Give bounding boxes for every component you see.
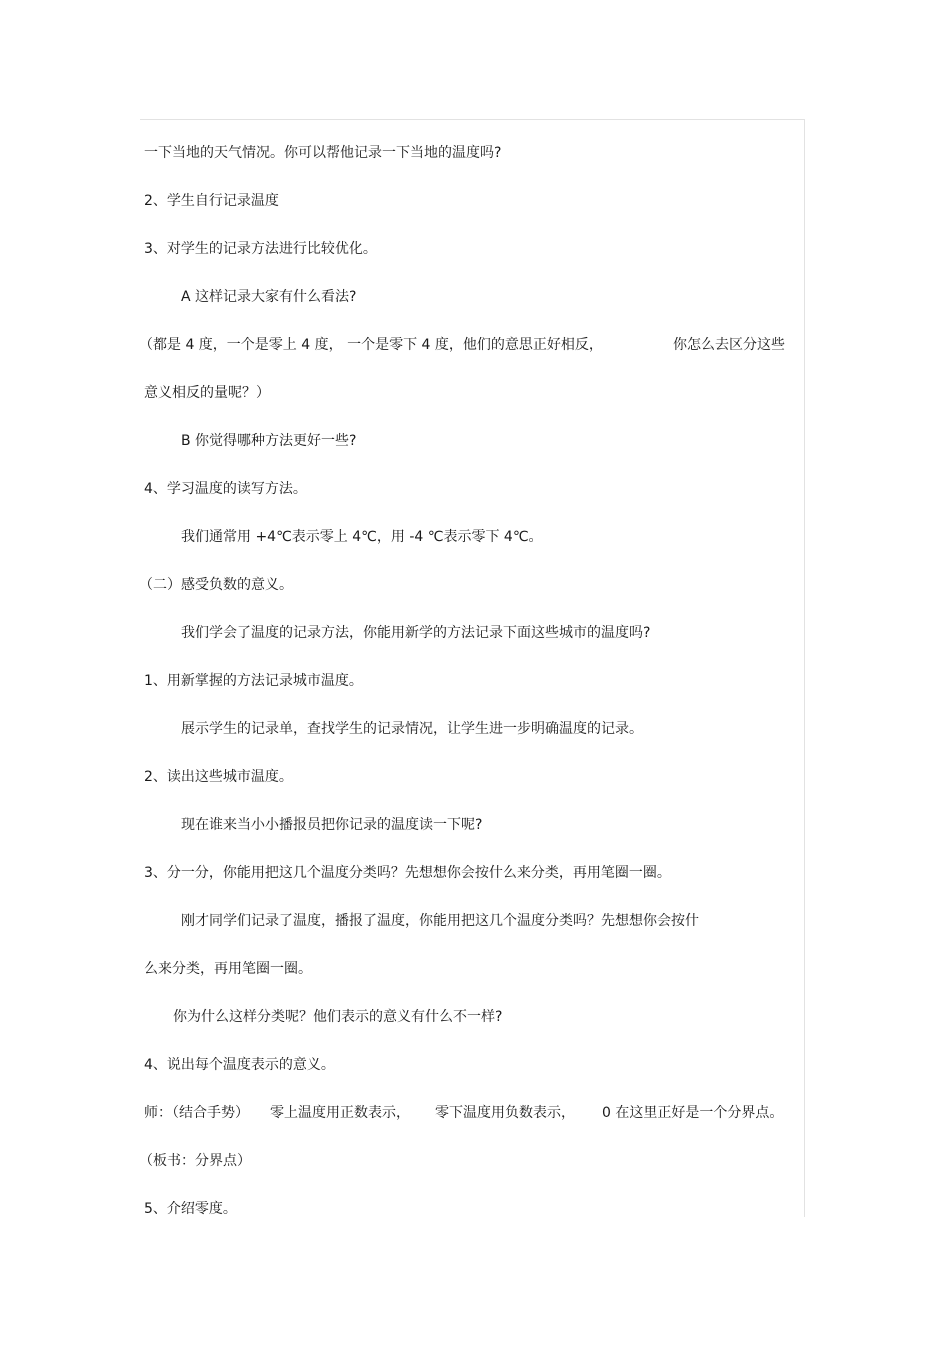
text-line: B 你觉得哪种方法更好一些?: [181, 433, 357, 449]
text-line: 展示学生的记录单，查找学生的记录情况，让学生进一步明确温度的记录。: [181, 721, 643, 737]
text-line: 3、对学生的记录方法进行比较优化。: [144, 241, 377, 257]
text-line: 我们通常用 +4℃表示零上 4℃，用 -4 ℃表示零下 4℃。: [181, 529, 543, 545]
text-line: A 这样记录大家有什么看法?: [181, 289, 357, 305]
text-line: 么来分类，再用笔圈一圈。: [144, 961, 312, 977]
text-line: 现在谁来当小小播报员把你记录的温度读一下呢?: [181, 817, 483, 833]
text-line: （都是 4 度，一个是零上 4 度， 一个是零下 4 度，他们的意思正好相反，: [139, 337, 603, 353]
text-line: 零下温度用负数表示，: [435, 1105, 575, 1121]
text-line: 刚才同学们记录了温度，播报了温度，你能用把这几个温度分类吗？先想想你会按什: [181, 913, 699, 929]
text-line: 2、读出这些城市温度。: [144, 769, 293, 785]
page-frame-top-border: [140, 119, 805, 120]
text-line: （板书：分界点）: [139, 1153, 251, 1169]
text-line: 意义相反的量呢？）: [144, 385, 270, 401]
text-line: 1、用新掌握的方法记录城市温度。: [144, 673, 363, 689]
text-line: 2、学生自行记录温度: [144, 193, 279, 209]
text-line: 我们学会了温度的记录方法，你能用新学的方法记录下面这些城市的温度吗?: [181, 625, 651, 641]
text-line: 师：（结合手势）: [144, 1105, 249, 1121]
text-line: 4、学习温度的读写方法。: [144, 481, 307, 497]
page-frame-right-border: [804, 119, 805, 1217]
text-line: 零上温度用正数表示，: [270, 1105, 410, 1121]
text-line: 你怎么去区分这些: [673, 337, 785, 353]
text-line: 0 在这里正好是一个分界点。: [602, 1105, 784, 1121]
text-line: （二）感受负数的意义。: [139, 577, 293, 593]
text-line: 一下当地的天气情况。你可以帮他记录一下当地的温度吗?: [144, 145, 502, 161]
text-line: 3、分一分，你能用把这几个温度分类吗？先想想你会按什么来分类，再用笔圈一圈。: [144, 865, 671, 881]
text-line: 5、介绍零度。: [144, 1201, 237, 1217]
text-line: 你为什么这样分类呢？他们表示的意义有什么不一样?: [173, 1009, 503, 1025]
text-line: 4、说出每个温度表示的意义。: [144, 1057, 335, 1073]
